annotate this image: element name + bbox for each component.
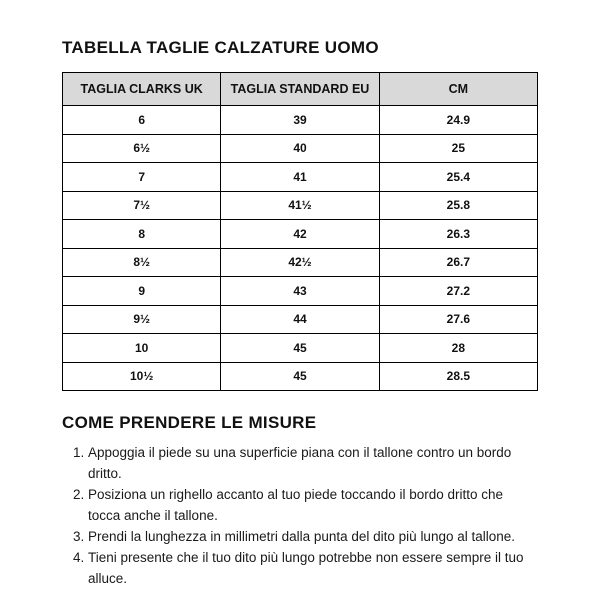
- table-cell: 10: [63, 334, 221, 363]
- table-cell: 27.2: [379, 277, 537, 306]
- size-table: [62, 72, 538, 391]
- table-cell: 28.5: [379, 362, 537, 391]
- table-row: [63, 305, 538, 334]
- table-row: [63, 191, 538, 220]
- table-cell: 41½: [221, 191, 379, 220]
- measure-step: 2. Posiziona un righello accanto al tuo piede toccando il bordo dritto che tocca anche il tallone.: [88, 485, 538, 527]
- table-cell: 41: [221, 163, 379, 192]
- measure-section-heading: COME PRENDERE LE MISURE: [62, 413, 317, 432]
- table-cell: 45: [221, 362, 379, 391]
- table-cell: 9: [63, 277, 221, 306]
- table-cell: 45: [221, 334, 379, 363]
- table-row: [63, 220, 538, 249]
- table-cell: 26.3: [379, 220, 537, 249]
- table-cell: 10½: [63, 362, 221, 391]
- table-cell: 6: [63, 106, 221, 135]
- table-cell: 6½: [63, 134, 221, 163]
- table-cell: 24.9: [379, 106, 537, 135]
- size-table-header-row: [63, 73, 538, 106]
- table-cell: 25.4: [379, 163, 537, 192]
- table-cell: 7½: [63, 191, 221, 220]
- table-cell: 42: [221, 220, 379, 249]
- table-cell: 25.8: [379, 191, 537, 220]
- table-row: [63, 134, 538, 163]
- column-header: TAGLIA CLARKS UK: [63, 73, 221, 106]
- table-cell: 26.7: [379, 248, 537, 277]
- table-cell: 28: [379, 334, 537, 363]
- page-title: TABELLA TAGLIE CALZATURE UOMO: [62, 38, 379, 57]
- measure-step: 1. Appoggia il piede su una superficie piana con il tallone contro un bordo dritto.: [88, 443, 538, 485]
- table-row: [63, 362, 538, 391]
- table-row: [63, 334, 538, 363]
- table-row: [63, 163, 538, 192]
- table-cell: 8½: [63, 248, 221, 277]
- measure-step: 3. Prendi la lunghezza in millimetri dalla punta del dito più lungo al tallone.: [88, 527, 538, 548]
- table-cell: 44: [221, 305, 379, 334]
- column-header: CM: [379, 73, 537, 106]
- table-row: [63, 248, 538, 277]
- table-cell: 39: [221, 106, 379, 135]
- table-cell: 42½: [221, 248, 379, 277]
- table-cell: 7: [63, 163, 221, 192]
- table-cell: 40: [221, 134, 379, 163]
- table-row: [63, 277, 538, 306]
- table-cell: 25: [379, 134, 537, 163]
- measure-steps: [62, 443, 538, 589]
- size-table-body: [63, 106, 538, 391]
- measure-step: 4. Tieni presente che il tuo dito più lungo potrebbe non essere sempre il tuo alluce.: [88, 548, 538, 590]
- table-cell: 9½: [63, 305, 221, 334]
- table-cell: 27.6: [379, 305, 537, 334]
- table-row: [63, 106, 538, 135]
- table-cell: 43: [221, 277, 379, 306]
- column-header: TAGLIA STANDARD EU: [221, 73, 379, 106]
- table-cell: 8: [63, 220, 221, 249]
